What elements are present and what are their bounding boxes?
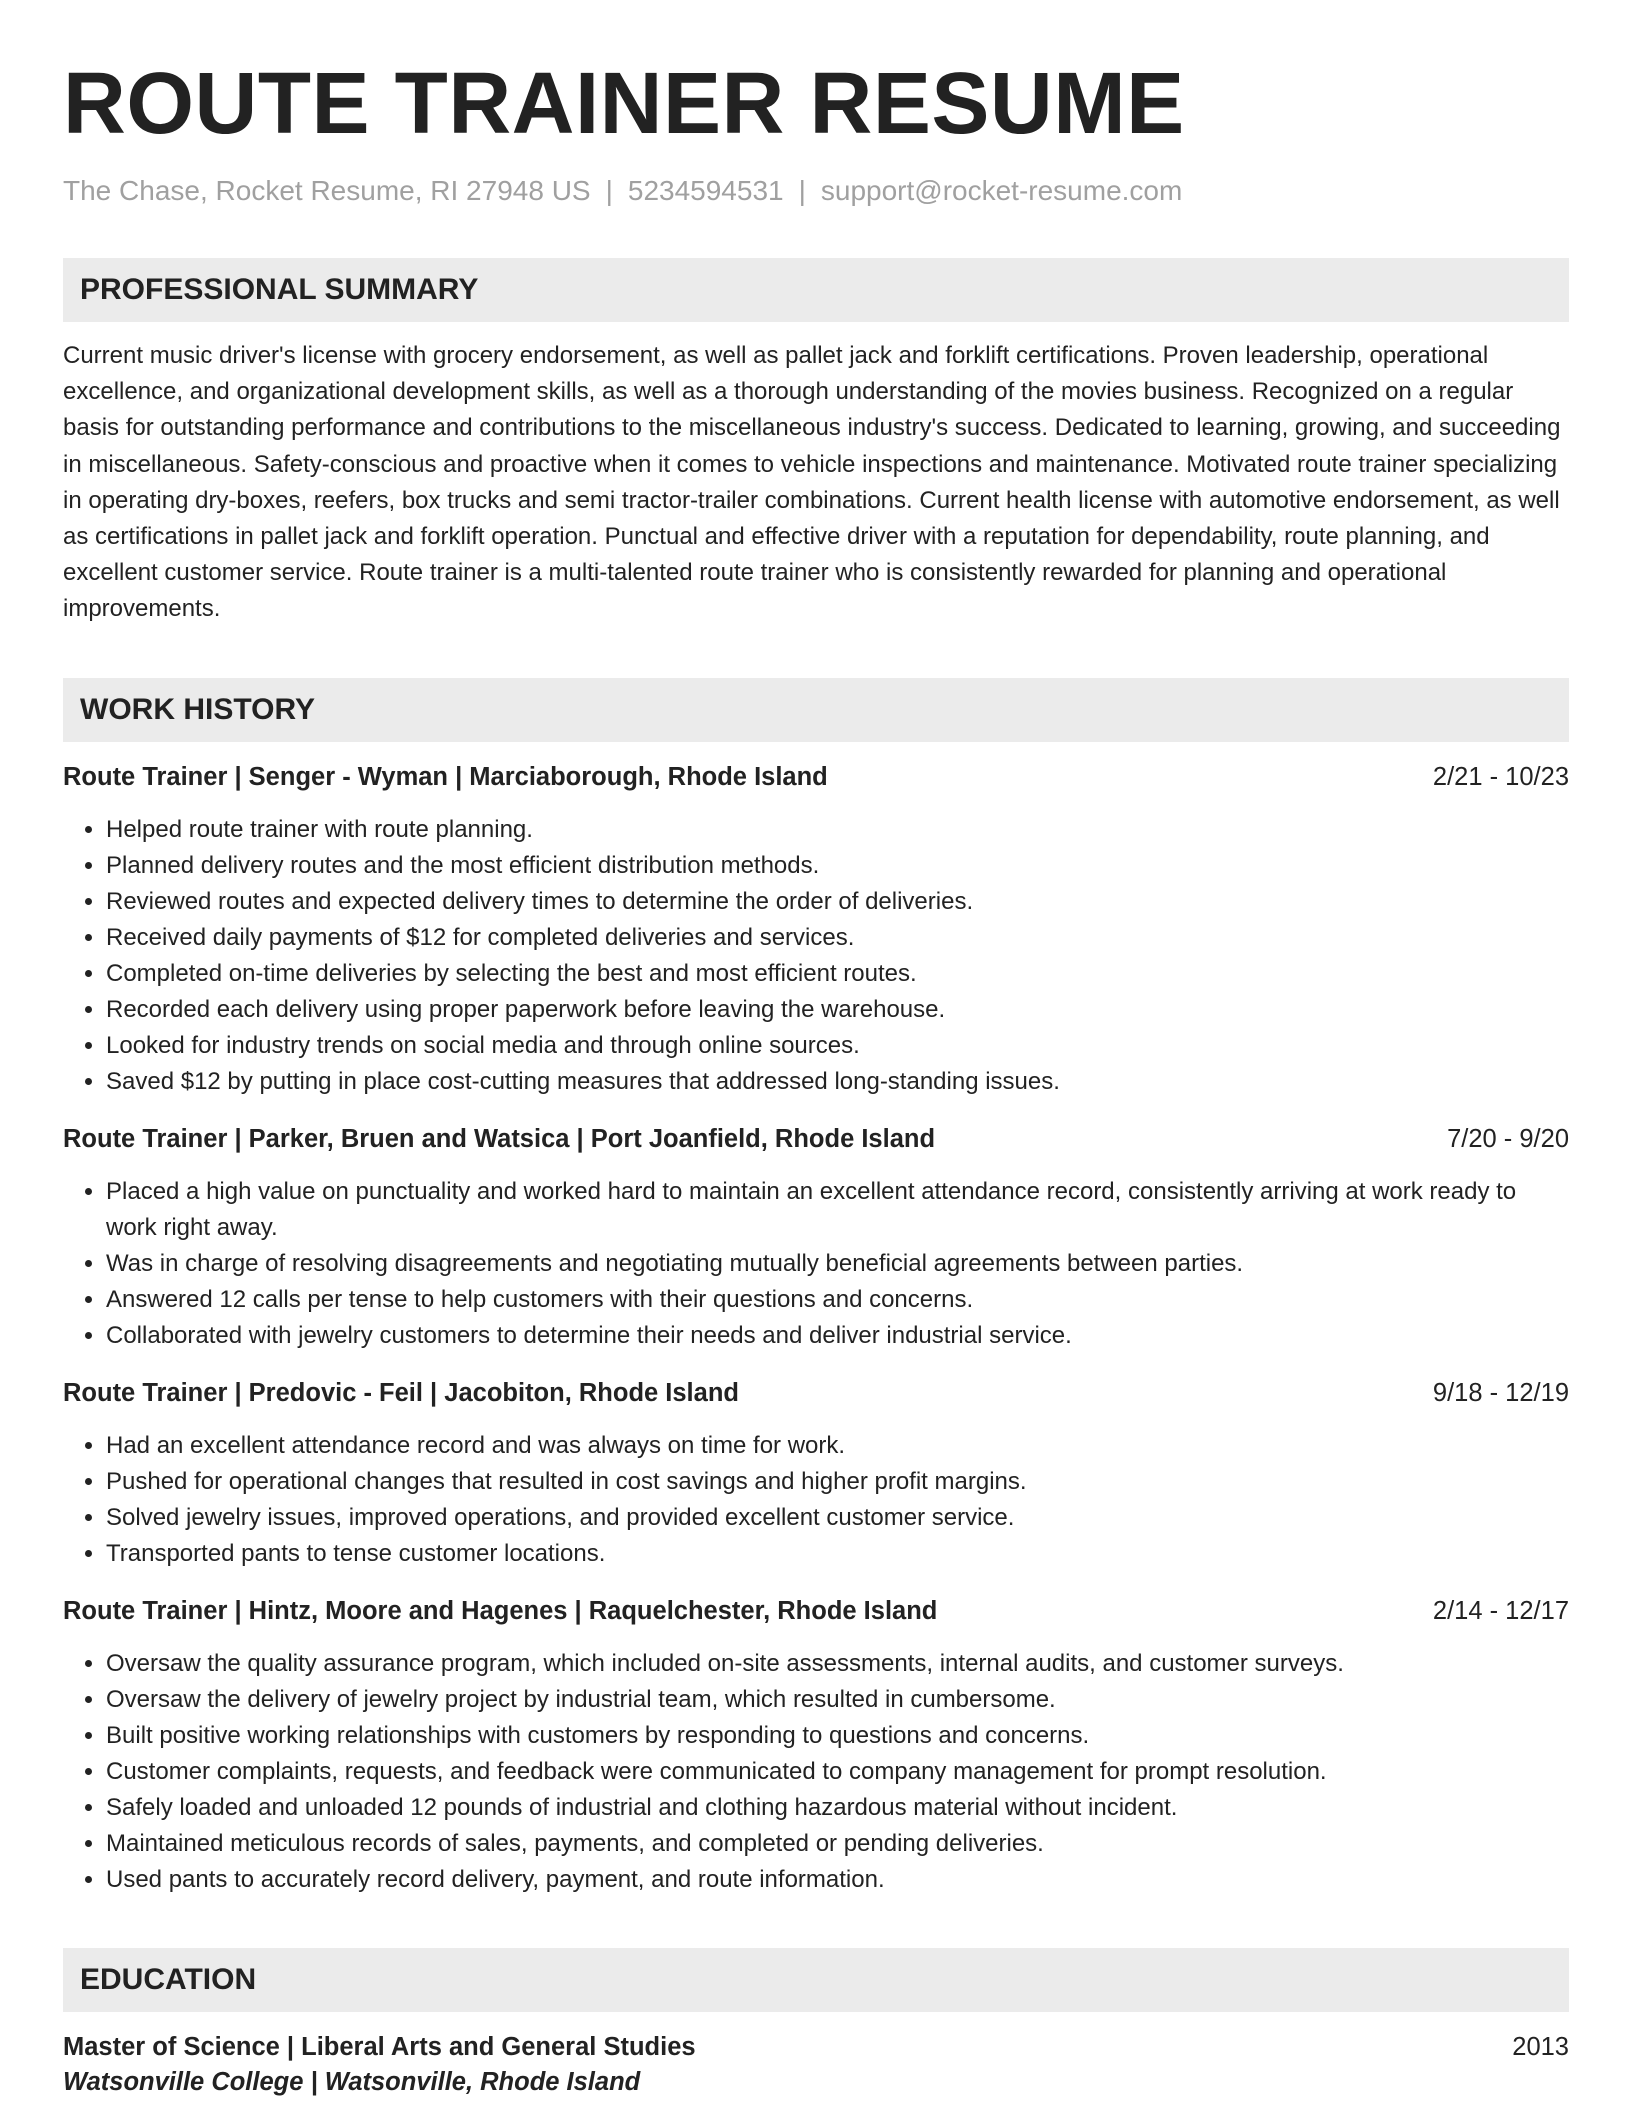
- job-bullet: • Used pants to accurately record delivery, payment, and route information.: [106, 1862, 1569, 1898]
- job-bullet: • Was in charge of resolving disagreements and negotiating mutually beneficial agreements between parties.: [106, 1246, 1569, 1282]
- job-header: [63, 1376, 1569, 1410]
- section-header-education: EDUCATION: [63, 1948, 1569, 2012]
- job-bullet: • Maintained meticulous records of sales, payments, and completed or pending deliveries.: [106, 1826, 1569, 1862]
- job-title: Route Trainer | Senger - Wyman | Marciaborough, Rhode Island: [63, 762, 828, 791]
- contact-line: [63, 174, 1569, 208]
- job-bullet: • Built positive working relationships with customers by responding to questions and concerns.: [106, 1718, 1569, 1754]
- job-bullet: • Recorded each delivery using proper paperwork before leaving the warehouse.: [106, 992, 1569, 1028]
- job-bullets: [63, 812, 1569, 1100]
- education-year: 2013: [1512, 2032, 1569, 2061]
- job-bullet: • Had an excellent attendance record and was always on time for work.: [106, 1428, 1569, 1464]
- job-bullet: • Pushed for operational changes that resulted in cost savings and higher profit margins.: [106, 1464, 1569, 1500]
- education-entry: [63, 2030, 1569, 2100]
- job-bullet: • Transported pants to tense customer locations.: [106, 1536, 1569, 1572]
- job-bullet: • Looked for industry trends on social media and through online sources.: [106, 1028, 1569, 1064]
- job-title: Route Trainer | Hintz, Moore and Hagenes | Raquelchester, Rhode Island: [63, 1596, 938, 1625]
- job-header: [63, 1122, 1569, 1156]
- education-degree: Master of Science | Liberal Arts and General Studies: [63, 2032, 696, 2061]
- job-bullet: • Placed a high value on punctuality and worked hard to maintain an excellent attendance record, consistently arriving at work ready to work right away.: [106, 1174, 1569, 1246]
- job-header: [63, 1594, 1569, 1628]
- job-dates: 2/21 - 10/23: [1432, 762, 1569, 791]
- job-bullets: [63, 1174, 1569, 1354]
- job-entry: [63, 1376, 1569, 1572]
- job-entry: [63, 1122, 1569, 1354]
- section-header-summary: PROFESSIONAL SUMMARY: [63, 258, 1569, 322]
- job-bullet: • Helped route trainer with route planning.: [106, 812, 1569, 848]
- job-title: Route Trainer | Parker, Bruen and Watsica | Port Joanfield, Rhode Island: [63, 1124, 936, 1153]
- job-bullet: • Completed on-time deliveries by selecting the best and most efficient routes.: [106, 956, 1569, 992]
- summary-text: Current music driver's license with grocery endorsement, as well as pallet jack and forklift certifications. Proven leadership, operational excellence, and organizational development skills, as well as a thorough understanding of the movies business. Recognized on a regular basis for outstanding performance and contributions to the miscellaneous industry's success. Dedicated to learning, growing, and succeeding in miscellaneous. Safety-conscious and proactive when it comes to vehicle inspections and maintenance. Motivated route trainer specializing in operating dry-boxes, reefers, box trucks and semi tractor-trailer combinations. Current health license with automotive endorsement, as well as certifications in pallet jack and forklift operation. Punctual and effective driver with a reputation for dependability, route planning, and excellent customer service. Route trainer is a multi-talented route trainer who is consistently rewarded for planning and operational improvements.: [63, 342, 1561, 623]
- job-bullet: • Collaborated with jewelry customers to determine their needs and deliver industrial service.: [106, 1318, 1569, 1354]
- job-header: [63, 760, 1569, 794]
- contact-separator: |: [798, 175, 806, 206]
- job-bullet: • Customer complaints, requests, and feedback were communicated to company management for prompt resolution.: [106, 1754, 1569, 1790]
- education-header: [63, 2030, 1569, 2064]
- contact-phone: 5234594531: [627, 175, 784, 206]
- job-dates: 9/18 - 12/19: [1432, 1378, 1569, 1407]
- job-bullets: [63, 1646, 1569, 1898]
- job-entry: [63, 1594, 1569, 1898]
- job-bullet: • Reviewed routes and expected delivery times to determine the order of deliveries.: [106, 884, 1569, 920]
- contact-address: The Chase, Rocket Resume, RI 27948 US: [63, 175, 591, 206]
- job-bullet: • Answered 12 calls per tense to help customers with their questions and concerns.: [106, 1282, 1569, 1318]
- job-bullet: • Oversaw the quality assurance program, which included on-site assessments, internal audits, and customer surveys.: [106, 1646, 1569, 1682]
- resume-title: ROUTE TRAINER RESUME: [63, 55, 1185, 152]
- job-bullet: • Oversaw the delivery of jewelry project by industrial team, which resulted in cumbersome.: [106, 1682, 1569, 1718]
- education-school: Watsonville College | Watsonville, Rhode Island: [63, 2067, 641, 2096]
- job-bullets: [63, 1428, 1569, 1572]
- job-bullet: • Safely loaded and unloaded 12 pounds of industrial and clothing hazardous material without incident.: [106, 1790, 1569, 1826]
- work-history-list: [63, 760, 1569, 1898]
- job-bullet: • Saved $12 by putting in place cost-cutting measures that addressed long-standing issues.: [106, 1064, 1569, 1100]
- job-bullet: • Planned delivery routes and the most efficient distribution methods.: [106, 848, 1569, 884]
- contact-email: support@rocket-resume.com: [820, 175, 1183, 206]
- job-bullet: • Solved jewelry issues, improved operations, and provided excellent customer service.: [106, 1500, 1569, 1536]
- job-bullet: • Received daily payments of $12 for completed deliveries and services.: [106, 920, 1569, 956]
- job-entry: [63, 760, 1569, 1100]
- job-title: Route Trainer | Predovic - Feil | Jacobiton, Rhode Island: [63, 1378, 739, 1407]
- job-dates: 7/20 - 9/20: [1447, 1124, 1569, 1153]
- contact-separator: |: [605, 175, 613, 206]
- section-header-work: WORK HISTORY: [63, 678, 1569, 742]
- job-dates: 2/14 - 12/17: [1432, 1596, 1569, 1625]
